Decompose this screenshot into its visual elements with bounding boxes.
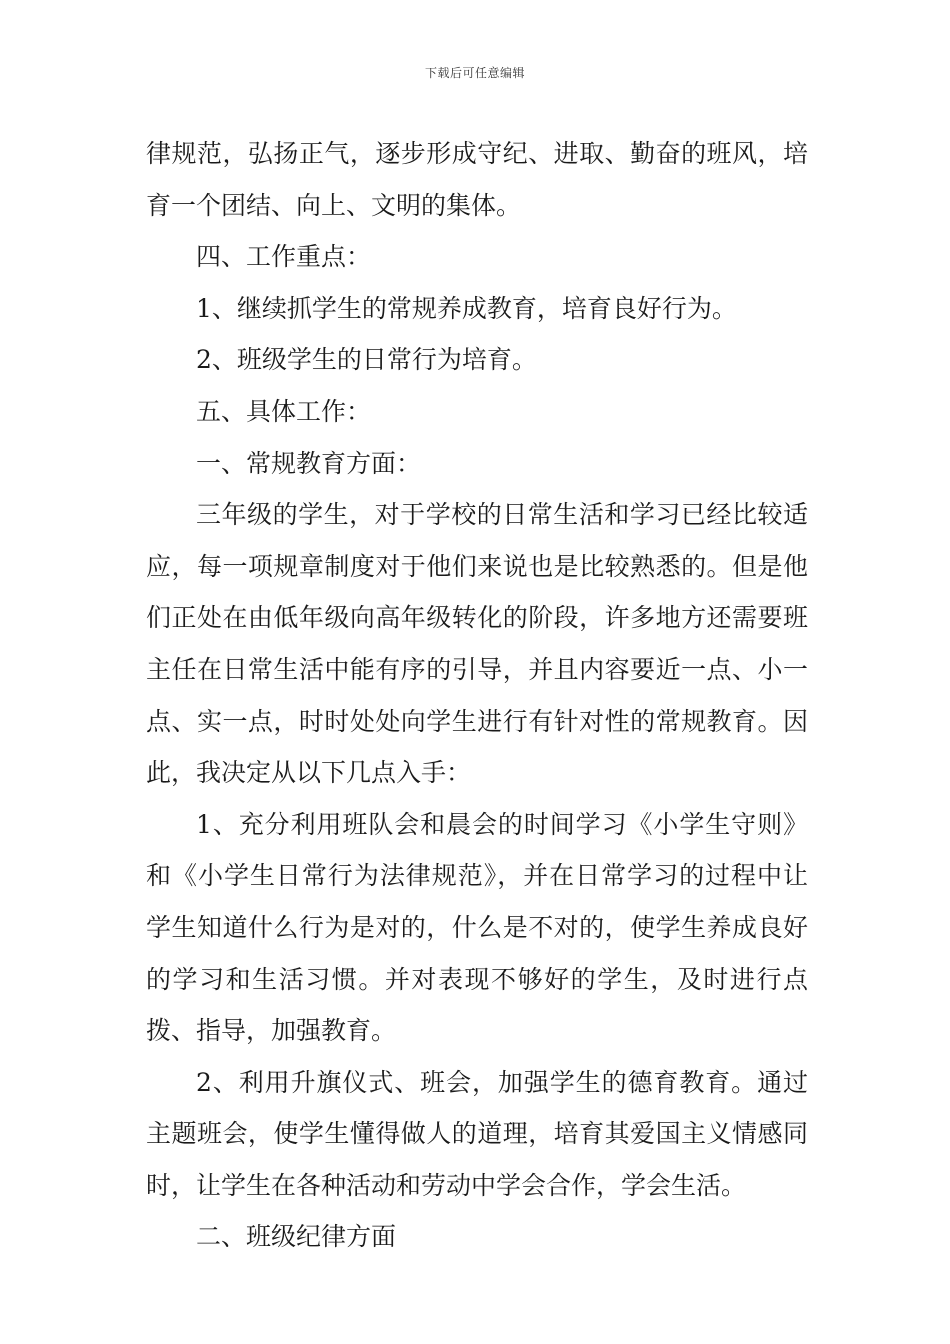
paragraph-continuation: 律规范，弘扬正气，逐步形成守纪、进取、勤奋的班风，培育一个团结、向上、文明的集体。 (146, 139, 808, 220)
document-body (146, 128, 808, 1263)
list-item-routine-1: 1、充分利用班队会和晨会的时间学习《小学生守则》和《小学生日常行为法律规范》，并在日常学习的过程中让学生知道什么行为是对的，什么是不对的，使学生养成良好的学习和生活习惯。并对表现不够好的学生，及时进行点拨、指导，加强教育。 (146, 809, 808, 1046)
section-heading-work-focus: 四、工作重点： (196, 242, 372, 272)
list-item-routine-2: 2、利用升旗仪式、班会，加强学生的德育教育。通过主题班会，使学生懂得做人的道理，培育其爱国主义情感同时，让学生在各种活动和劳动中学会合作，学会生活。 (146, 1067, 808, 1200)
subsection-heading-routine-education: 一、常规教育方面： (196, 448, 422, 478)
section-heading-specific-work: 五、具体工作： (196, 396, 372, 426)
list-item-focus-1: 1、继续抓学生的常规养成教育，培育良好行为。 (196, 293, 737, 323)
page-header: 下载后可任意编辑 (424, 66, 525, 80)
paragraph-third-grade: 三年级的学生，对于学校的日常生活和学习已经比较适应，每一项规章制度对于他们来说也是比较熟悉的。但是他们正处在由低年级向高年级转化的阶段，许多地方还需要班主任在日常生活中能有序的引导，并且内容要近一点、小一点、实一点，时时处处向学生进行有针对性的常规教育。因此，我决定从以下几点入手： (146, 500, 808, 788)
list-item-focus-2: 2、班级学生的日常行为培育。 (196, 345, 537, 375)
subsection-heading-class-discipline: 二、班级纪律方面 (196, 1222, 397, 1252)
